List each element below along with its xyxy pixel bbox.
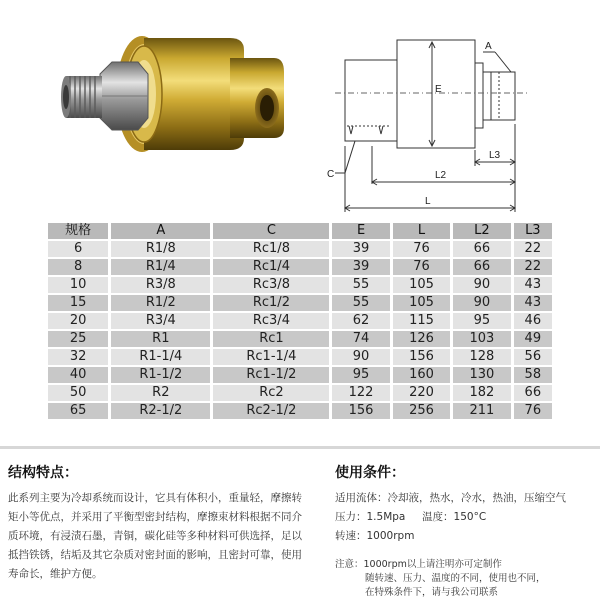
table-cell: 182 — [453, 385, 510, 401]
table-row — [48, 385, 552, 401]
table-cell: 95 — [453, 313, 510, 329]
table-cell: 90 — [453, 277, 510, 293]
table-cell: Rc3/4 — [213, 313, 329, 329]
note-line-3: 在特殊条件下，请与我公司联系 — [365, 587, 499, 598]
column-header: E — [332, 223, 389, 239]
table-cell: R2-1/2 — [111, 403, 210, 419]
column-header: A — [111, 223, 210, 239]
table-cell: Rc2-1/2 — [213, 403, 329, 419]
table-cell: Rc1/8 — [213, 241, 329, 257]
dim-label-l2: L2 — [435, 170, 447, 181]
table-cell: Rc1-1/4 — [213, 349, 329, 365]
dim-label-a: A — [485, 41, 492, 52]
column-header: L — [393, 223, 450, 239]
table-cell: 76 — [393, 259, 450, 275]
table-cell: 105 — [393, 277, 450, 293]
table-cell: 39 — [332, 241, 389, 257]
column-header: L2 — [453, 223, 510, 239]
table-cell: 130 — [453, 367, 510, 383]
table-cell: R1 — [111, 331, 210, 347]
table-cell: 43 — [514, 295, 552, 311]
rotary-joint-photo — [52, 16, 292, 166]
table-cell: 66 — [514, 385, 552, 401]
temperature-value: 温度：150°C — [422, 511, 487, 523]
table-row — [48, 349, 552, 365]
table-cell: 156 — [393, 349, 450, 365]
table-cell: 76 — [393, 241, 450, 257]
table-cell: Rc1/4 — [213, 259, 329, 275]
conditions-body — [335, 489, 597, 600]
table-cell: 66 — [453, 259, 510, 275]
dim-label-l3: L3 — [489, 150, 501, 161]
table-cell: 115 — [393, 313, 450, 329]
table-cell: 20 — [48, 313, 108, 329]
speed-line: 转速：1000rpm — [335, 530, 415, 542]
table-cell: R3/8 — [111, 277, 210, 293]
table-cell: 256 — [393, 403, 450, 419]
table-cell: 211 — [453, 403, 510, 419]
table-cell: 55 — [332, 295, 389, 311]
dim-label-c: C — [327, 169, 335, 180]
table-cell: 76 — [514, 403, 552, 419]
features-text: 此系列主要为冷却系统而设计，它具有体积小，重量轻，摩擦转矩小等优点，并采用了平衡型密封结构，摩擦束材料根据不同介质环境，有浸渍石墨，青铜，碳化硅等多种材料可供选择，足以抵挡铁锈，结垢及其它杂质对密封面的影响，且密封可靠，使用寿命长，维护方便。 — [8, 492, 302, 580]
table-row — [48, 331, 552, 347]
table-row — [48, 295, 552, 311]
table-cell: 156 — [332, 403, 389, 419]
table-cell: 8 — [48, 259, 108, 275]
table-cell: 160 — [393, 367, 450, 383]
table-cell: 126 — [393, 331, 450, 347]
table-cell: 40 — [48, 367, 108, 383]
table-row — [48, 241, 552, 257]
table-cell: 103 — [453, 331, 510, 347]
table-cell: 105 — [393, 295, 450, 311]
note-line-1: 注意：1000rpm以上请注明亦可定制作 — [335, 559, 502, 570]
table-cell: R1/2 — [111, 295, 210, 311]
table-cell: 25 — [48, 331, 108, 347]
table-cell: 46 — [514, 313, 552, 329]
column-header: C — [213, 223, 329, 239]
table-cell: 56 — [514, 349, 552, 365]
table-cell: 58 — [514, 367, 552, 383]
table-cell: R1/4 — [111, 259, 210, 275]
note-line-2: 随转速、压力、温度的不同，使用也不同， — [365, 573, 546, 584]
table-cell: 95 — [332, 367, 389, 383]
table-row — [48, 277, 552, 293]
pressure-value: 压力：1.5Mpa — [335, 511, 406, 523]
table-cell: Rc1-1/2 — [213, 367, 329, 383]
table-row — [48, 259, 552, 275]
table-cell: 220 — [393, 385, 450, 401]
table-cell: R2 — [111, 385, 210, 401]
table-cell: Rc1/2 — [213, 295, 329, 311]
table-cell: 90 — [453, 295, 510, 311]
table-row — [48, 313, 552, 329]
table-cell: 43 — [514, 277, 552, 293]
pressure-temperature-line — [335, 508, 597, 527]
table-cell: 32 — [48, 349, 108, 365]
table-cell: R3/4 — [111, 313, 210, 329]
column-header: 规格 — [48, 223, 108, 239]
product-header — [0, 0, 600, 218]
section-divider — [0, 446, 600, 449]
table-cell: 65 — [48, 403, 108, 419]
table-cell: 6 — [48, 241, 108, 257]
table-cell: 22 — [514, 259, 552, 275]
table-cell: 62 — [332, 313, 389, 329]
dim-label-l: L — [425, 196, 431, 207]
table-cell: 22 — [514, 241, 552, 257]
table-row — [48, 403, 552, 419]
conditions-title: 使用条件： — [335, 465, 405, 481]
table-row — [48, 367, 552, 383]
notes — [335, 558, 597, 600]
spec-table-body — [48, 241, 552, 419]
table-cell: 55 — [332, 277, 389, 293]
table-cell: 49 — [514, 331, 552, 347]
features-title: 结构特点： — [8, 465, 78, 481]
table-cell: 39 — [332, 259, 389, 275]
table-cell: R1-1/2 — [111, 367, 210, 383]
spec-table — [45, 221, 555, 421]
table-cell: R1/8 — [111, 241, 210, 257]
table-cell: Rc2 — [213, 385, 329, 401]
table-cell: 50 — [48, 385, 108, 401]
table-cell: 15 — [48, 295, 108, 311]
table-cell: 74 — [332, 331, 389, 347]
table-cell: 10 — [48, 277, 108, 293]
table-cell: Rc3/8 — [213, 277, 329, 293]
dim-label-e: E — [435, 84, 442, 95]
table-cell: 128 — [453, 349, 510, 365]
header-row — [48, 223, 552, 239]
fluid-line: 适用流体：冷却液，热水，冷水，热油，压缩空气 — [335, 492, 566, 504]
table-cell: 90 — [332, 349, 389, 365]
spec-table-head — [48, 223, 552, 239]
dimension-drawing — [315, 30, 600, 215]
table-cell: R1-1/4 — [111, 349, 210, 365]
table-cell: Rc1 — [213, 331, 329, 347]
column-header: L3 — [514, 223, 552, 239]
table-cell: 66 — [453, 241, 510, 257]
table-cell: 122 — [332, 385, 389, 401]
